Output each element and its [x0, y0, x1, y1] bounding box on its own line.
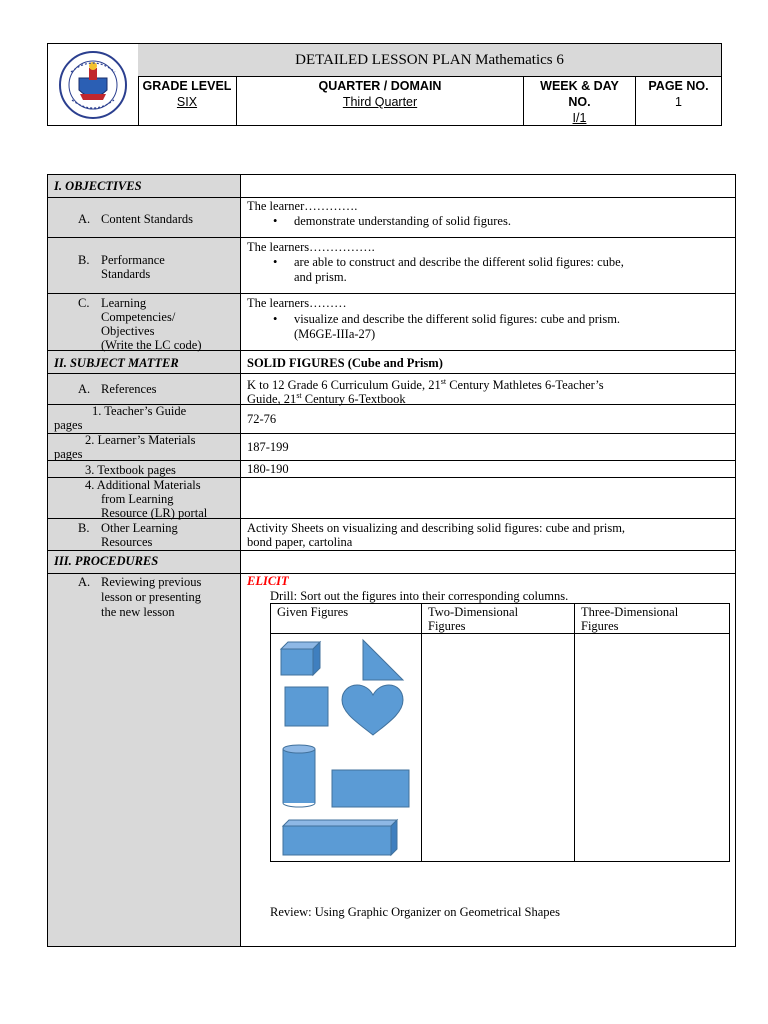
header-table [47, 43, 722, 126]
learning-competencies-label-2: Competencies/ [101, 310, 176, 324]
learners-materials-value: 187-199 [247, 440, 289, 454]
references-line-2: Guide, 21st Century 6-Textbook [247, 391, 406, 407]
references-line-1: K to 12 Grade 6 Curriculum Guide, 21st Century Mathletes 6-Teacher’s [247, 377, 604, 393]
grade-level-label: GRADE LEVEL [142, 79, 232, 93]
reviewing-label-2: lesson or presenting [101, 590, 201, 604]
other-resources-line-1: Activity Sheets on visualizing and describing solid figures: cube and prism, [247, 521, 626, 535]
drill-sorting-table [270, 603, 730, 862]
quarter-domain-cell [237, 76, 524, 125]
week-day-label-2: NO. [568, 95, 591, 109]
subject-matter-topic: SOLID FIGURES (Cube and Prism) [247, 356, 443, 370]
additional-materials-label-1: 4. Additional Materials [85, 478, 201, 492]
content-standards-letter: A. [78, 212, 91, 226]
cube-icon [281, 642, 320, 675]
triangle-icon [363, 640, 403, 680]
col-two-dimensional: Two-Dimensional Figures [428, 605, 519, 633]
teachers-guide-label-1: 1. Teacher’s Guide [92, 404, 187, 418]
other-resources-label-2: Resources [101, 535, 153, 549]
other-resources-line-2: bond paper, cartolina [247, 535, 353, 549]
learning-competencies-label-3: Objectives [101, 324, 155, 338]
page-no-value: 1 [675, 95, 682, 109]
cylinder-icon [283, 745, 315, 807]
lesson-plan-table [47, 174, 736, 947]
performance-standards-intro: The learners……………. [247, 240, 375, 254]
subject-matter-heading: II. SUBJECT MATTER [54, 356, 179, 370]
learning-competencies-label-4: (Write the LC code) [101, 338, 202, 352]
teachers-guide-value: 72-76 [247, 412, 277, 426]
other-resources-label-1: Other Learning [101, 521, 178, 535]
deped-seal-logo [58, 50, 128, 120]
page-no-cell [636, 76, 721, 125]
learners-materials-label-2: pages [54, 447, 83, 461]
references-label: References [101, 382, 157, 396]
elicit-label: ELICIT [247, 574, 289, 588]
textbook-label: 3. Textbook pages [85, 463, 176, 477]
learning-competencies-bullet-1: • visualize and describe the different solid figures: cube and prism. [294, 312, 620, 326]
grade-level-cell [138, 76, 237, 125]
other-resources-letter: B. [78, 521, 90, 535]
review-instruction: Review: Using Graphic Organizer on Geometrical Shapes [270, 905, 560, 919]
performance-standards-label-1: Performance [101, 253, 165, 267]
rectangle-icon [332, 770, 409, 807]
grade-level-value: SIX [176, 95, 198, 109]
additional-materials-label-2: from Learning [101, 492, 174, 506]
logo-cell [48, 44, 139, 125]
quarter-domain-value: Third Quarter [342, 95, 418, 109]
additional-materials-label-3: Resource (LR) portal [101, 506, 208, 520]
lesson-plan-title: DETAILED LESSON PLAN Mathematics 6 [138, 44, 721, 77]
given-figures-shapes [272, 635, 420, 861]
performance-standards-bullet-2: and prism. [294, 270, 347, 284]
reviewing-label-3: the new lesson [101, 605, 175, 619]
content-standards-intro: The learner…………. [247, 199, 358, 213]
reviewing-label-1: Reviewing previous [101, 575, 202, 589]
col-three-dimensional: Three-Dimensional Figures [581, 605, 679, 633]
learning-competencies-intro: The learners……… [247, 296, 347, 310]
performance-standards-bullet-1: • are able to construct and describe the different solid figures: cube, [294, 255, 624, 269]
performance-standards-letter: B. [78, 253, 90, 267]
quarter-domain-label: QUARTER / DOMAIN [318, 79, 442, 93]
content-standards-bullet: • demonstrate understanding of solid figures. [294, 214, 511, 228]
col-given-figures: Given Figures [277, 605, 349, 619]
week-day-label: WEEK & DAY [540, 79, 619, 93]
objectives-heading: I. OBJECTIVES [54, 179, 142, 193]
week-day-cell [524, 76, 636, 125]
content-standards-label: Content Standards [101, 212, 194, 226]
references-letter: A. [78, 382, 91, 396]
learning-competencies-letter: C. [78, 296, 90, 310]
page-no-label: PAGE NO. [648, 79, 709, 93]
drill-instruction: Drill: Sort out the figures into their corresponding columns. [270, 589, 569, 603]
performance-standards-label-2: Standards [101, 267, 151, 281]
procedures-heading: III. PROCEDURES [54, 554, 159, 568]
learning-competencies-label-1: Learning [101, 296, 147, 310]
learning-competencies-bullet-2: (M6GE-IIIa-27) [294, 327, 376, 341]
textbook-value: 180-190 [247, 462, 289, 476]
teachers-guide-label-2: pages [54, 418, 83, 432]
week-day-value: I/1 [572, 111, 587, 125]
rectangular-prism-icon [283, 820, 397, 855]
heart-icon [342, 685, 403, 735]
reviewing-letter: A. [78, 575, 91, 589]
learners-materials-label-1: 2. Learner’s Materials [85, 433, 196, 447]
square-icon [285, 687, 328, 726]
